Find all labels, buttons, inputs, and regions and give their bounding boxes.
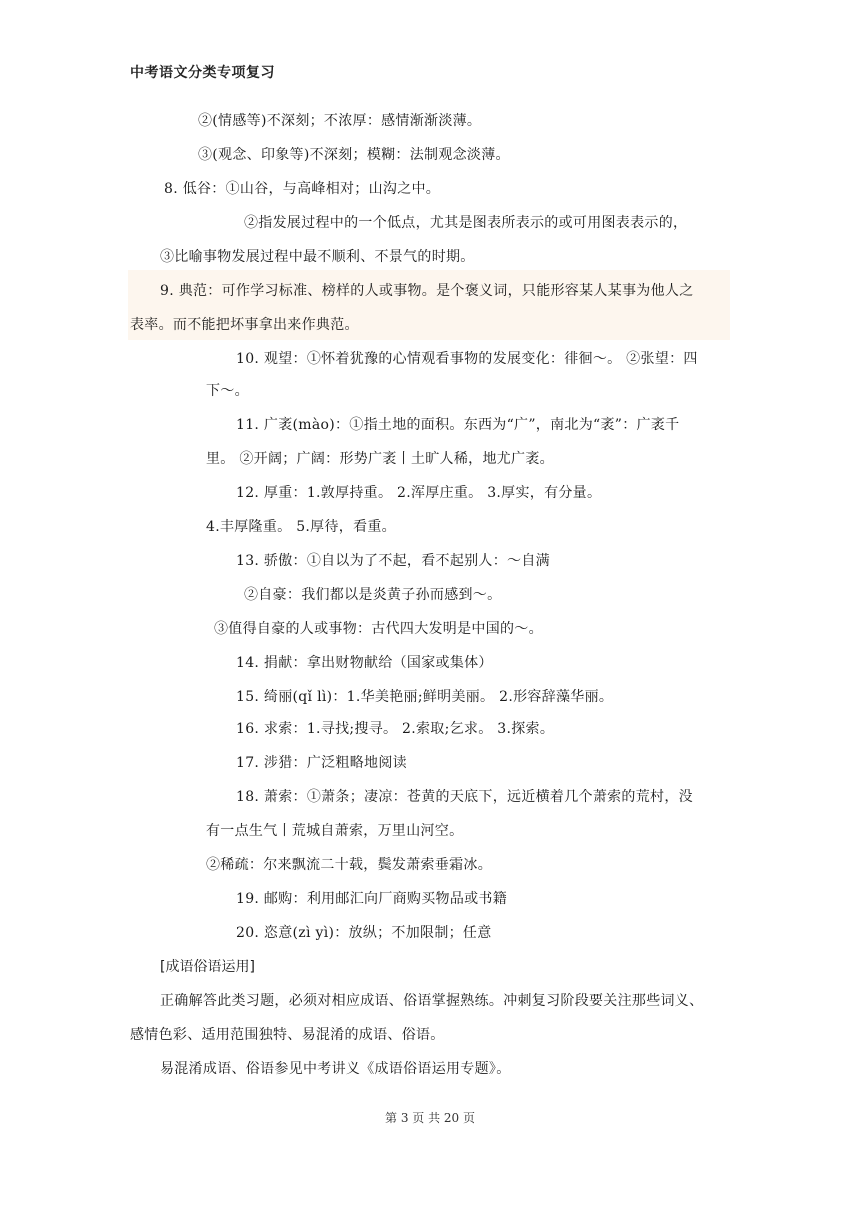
entry-line: 20. 恣意(zì yì)：放纵；不加限制；任意 [236, 925, 492, 941]
entry-line: ②(情感等)不深刻；不浓厚：感情渐渐淡薄。 [198, 113, 482, 129]
entry-line: 17. 涉猎：广泛粗略地阅读 [236, 755, 407, 771]
entry-line: 12. 厚重：1.敦厚持重。 2.浑厚庄重。 3.厚实，有分量。 [236, 485, 602, 501]
entry-line: 14. 捐献：拿出财物献给（国家或集体） [236, 655, 493, 671]
entry-line: 18. 萧索：①萧条；凄凉：苍黄的天底下，远近横着几个萧索的荒村，没 [236, 789, 693, 805]
section-heading: [成语俗语运用] [160, 959, 255, 975]
entry-line: ②指发展过程中的一个低点，尤其是图表所表示的或可用图表表示的， [244, 215, 688, 231]
entry-line: 19. 邮购：利用邮汇向厂商购买物品或书籍 [236, 891, 508, 907]
entry-line: 16. 求索：1.寻找;搜寻。 2.索取;乞求。 3.探索。 [236, 721, 555, 737]
entry-line: 11. 广袤(mào)：①指土地的面积。东西为“广”，南北为“袤”：广袤千 [236, 417, 680, 433]
entry-line: 4.丰厚隆重。 5.厚待，看重。 [206, 519, 396, 535]
entry-line: 9. 典范：可作学习标准、榜样的人或事物。是个褒义词，只能形容某人某事为他人之 [160, 283, 694, 299]
entry-line: 有一点生气丨荒城自萧索，万里山河空。 [206, 823, 464, 839]
entry-line: ②自豪：我们都以是炎黄子孙而感到～。 [244, 587, 502, 603]
document-header: 中考语文分类专项复习 [130, 65, 275, 81]
entry-line: 8. 低谷：①山谷，与高峰相对；山沟之中。 [164, 181, 441, 197]
section-paragraph: 感情色彩、适用范围独特、易混淆的成语、俗语。 [130, 1027, 445, 1043]
entry-line: 15. 绮丽(qǐ lì)：1.华美艳丽;鲜明美丽。 2.形容辞藻华丽。 [236, 689, 614, 705]
section-paragraph: 正确解答此类习题，必须对相应成语、俗语掌握熟练。冲刺复习阶段要关注那些词义、 [160, 993, 704, 1009]
entry-line: 10. 观望：①怀着犹豫的心情观看事物的发展变化：徘徊～。 ②张望：四 [236, 351, 698, 367]
entry-line: ②稀疏：尔来飘流二十载，鬓发萧索垂霜冰。 [206, 857, 492, 873]
entry-line: ③值得自豪的人或事物：古代四大发明是中国的～。 [214, 621, 543, 637]
entry-line: ③比喻事物发展过程中最不顺利、不景气的时期。 [160, 249, 475, 265]
entry-line: 13. 骄傲：①自以为了不起，看不起别人：～自满 [236, 553, 550, 569]
section-paragraph: 易混淆成语、俗语参见中考讲义《成语俗语运用专题》。 [160, 1061, 511, 1077]
entry-line: 里。 ②开阔；广阔：形势广袤丨土旷人稀，地尤广袤。 [206, 451, 554, 467]
entry-line: ③(观念、印象等)不深刻；模糊：法制观念淡薄。 [198, 147, 510, 163]
entry-line: 表率。而不能把坏事拿出来作典范。 [130, 317, 359, 333]
page-number: 第 3 页 共 20 页 [385, 1111, 475, 1125]
entry-line: 下～。 [206, 383, 249, 399]
